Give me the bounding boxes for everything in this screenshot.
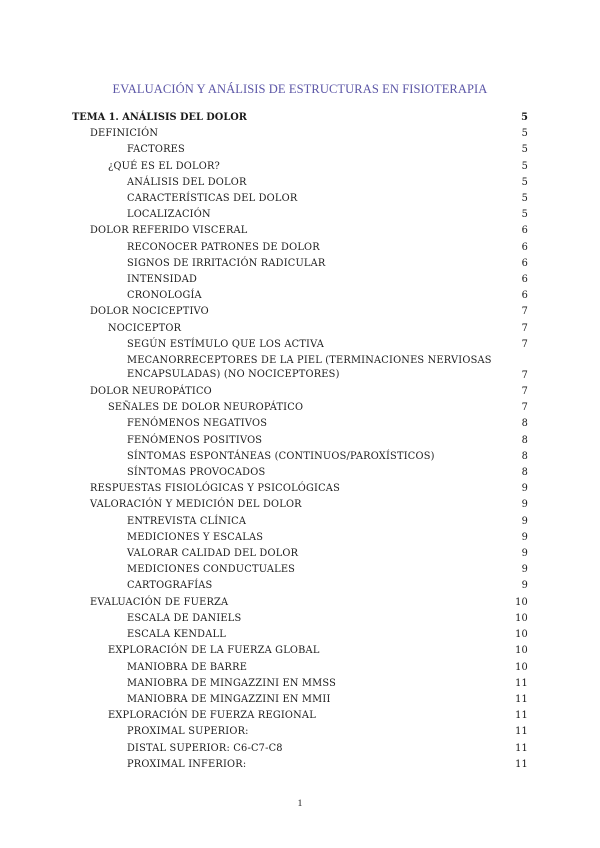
toc-entry-page: 8 <box>521 418 528 430</box>
toc-entry[interactable] <box>72 692 528 708</box>
toc-entry-title: MEDICIONES CONDUCTUALES <box>127 564 296 576</box>
toc-entry[interactable] <box>72 757 528 773</box>
toc-entry[interactable] <box>72 416 528 432</box>
toc-entry[interactable] <box>72 676 528 692</box>
toc-entry-page: 11 <box>515 726 528 738</box>
toc-entry-title: FENÓMENOS NEGATIVOS <box>127 418 268 430</box>
toc-entry[interactable] <box>72 595 528 611</box>
toc-entry-title: TEMA 1. ANÁLISIS DEL DOLOR <box>72 112 247 123</box>
toc-entry[interactable] <box>72 643 528 659</box>
toc-entry-page: 7 <box>521 369 528 381</box>
toc-entry-title: ENTREVISTA CLÍNICA <box>127 515 247 527</box>
toc-entry-page: 11 <box>515 742 528 754</box>
toc-entry[interactable] <box>72 660 528 676</box>
toc-entry-title: RECONOCER PATRONES DE DOLOR <box>127 241 320 253</box>
toc-entry-page: 10 <box>515 629 528 641</box>
toc-entry-title: VALORACIÓN Y MEDICIÓN DEL DOLOR <box>90 499 302 511</box>
toc-entry-page: 6 <box>521 257 528 269</box>
toc-entry[interactable] <box>72 562 528 578</box>
toc-entry-page: 5 <box>521 209 528 221</box>
toc-entry-title: ¿QUÉ ES EL DOLOR? <box>108 160 221 172</box>
toc-entry-page: 6 <box>521 225 528 237</box>
toc-entry-page: 6 <box>521 274 528 286</box>
toc-entry[interactable] <box>72 627 528 643</box>
toc-entry-page: 10 <box>515 612 528 624</box>
toc-entry[interactable] <box>72 400 528 416</box>
toc-entry-title: MECANORRECEPTORES DE LA PIEL (TERMINACIONES NERVIOSAS ENCAPSULADAS) (NO NOCICEPTORES) <box>127 355 492 381</box>
toc-entry-title: SEGÚN ESTÍMULO QUE LOS ACTIVA <box>127 338 325 350</box>
toc-entry[interactable] <box>72 514 528 530</box>
toc-entry-title: SÍNTOMAS PROVOCADOS <box>127 467 266 479</box>
toc-entry-page: 7 <box>521 402 528 414</box>
toc-entry-title: SÍNTOMAS ESPONTÁNEAS (CONTINUOS/PAROXÍSTICOS) <box>127 450 435 462</box>
toc-entry-title: PROXIMAL INFERIOR: <box>127 758 247 770</box>
toc-entry-title: MANIOBRA DE BARRE <box>127 661 248 673</box>
toc-entry-page: 8 <box>521 467 528 479</box>
toc-entry-page: 10 <box>515 661 528 673</box>
toc-entry-title: EXPLORACIÓN DE LA FUERZA GLOBAL <box>108 645 320 657</box>
toc-entry-page: 5 <box>521 176 528 188</box>
toc-entry[interactable] <box>72 288 528 304</box>
toc-entry-page: 9 <box>521 580 528 592</box>
toc-entry-title: RESPUESTAS FISIOLÓGICAS Y PSICOLÓGICAS <box>90 483 340 495</box>
toc-entry-page: 10 <box>515 645 528 657</box>
toc-entry-page: 11 <box>515 758 528 770</box>
toc-entry-page: 6 <box>521 290 528 302</box>
toc-entry-title: FACTORES <box>127 144 185 156</box>
toc-entry-page: 5 <box>521 144 528 156</box>
toc-entry-title: PROXIMAL SUPERIOR: <box>127 726 249 738</box>
toc-entry-page: 9 <box>521 531 528 543</box>
toc-entry[interactable] <box>72 304 528 320</box>
toc-entry[interactable] <box>72 546 528 562</box>
toc-entry-page: 11 <box>515 710 528 722</box>
toc-entry-title: SEÑALES DE DOLOR NEUROPÁTICO <box>108 402 304 414</box>
toc-entry[interactable] <box>72 353 528 384</box>
toc-entry-title: INTENSIDAD <box>127 274 198 286</box>
toc-entry-title: MEDICIONES Y ESCALAS <box>127 531 264 543</box>
toc-entry-title: CARACTERÍSTICAS DEL DOLOR <box>127 193 298 205</box>
toc-entry[interactable] <box>72 321 528 337</box>
toc-entry[interactable] <box>72 240 528 256</box>
toc-entry[interactable] <box>72 530 528 546</box>
toc-entry-page: 7 <box>521 338 528 350</box>
toc-entry-page: 5 <box>521 193 528 205</box>
toc-entry-page: 9 <box>521 548 528 560</box>
toc-entry-title: CRONOLOGÍA <box>127 290 202 302</box>
toc-entry[interactable] <box>72 191 528 207</box>
toc-entry[interactable] <box>72 497 528 513</box>
document-title: EVALUACIÓN Y ANÁLISIS DE ESTRUCTURAS EN FISIOTERAPIA <box>112 82 488 96</box>
toc-entry-title: MANIOBRA DE MINGAZZINI EN MMSS <box>127 677 337 689</box>
toc-entry[interactable] <box>72 223 528 239</box>
toc-entry[interactable] <box>72 337 528 353</box>
toc-entry-title: SIGNOS DE IRRITACIÓN RADICULAR <box>127 257 326 269</box>
toc-entry-title: DOLOR NOCICEPTIVO <box>90 306 209 318</box>
toc-entry-page: 11 <box>515 677 528 689</box>
toc-entry-title: EVALUACIÓN DE FUERZA <box>90 596 229 608</box>
toc-entry-page: 7 <box>521 386 528 398</box>
toc-entry-page: 5 <box>521 112 528 123</box>
toc-entry[interactable] <box>72 142 528 158</box>
toc-entry-title: EXPLORACIÓN DE FUERZA REGIONAL <box>108 710 316 722</box>
toc-entry[interactable] <box>72 708 528 724</box>
toc-entry[interactable] <box>72 741 528 757</box>
toc-entry-page: 7 <box>521 306 528 318</box>
toc-entry-page: 5 <box>521 128 528 140</box>
toc-entry[interactable] <box>72 465 528 481</box>
toc-entry-title: LOCALIZACIÓN <box>127 209 211 221</box>
toc-entry[interactable] <box>72 384 528 400</box>
toc-entry-page: 7 <box>521 322 528 334</box>
toc-entry[interactable] <box>72 433 528 449</box>
page-number: 1 <box>297 798 303 809</box>
toc-entry[interactable] <box>72 481 528 497</box>
toc-entry[interactable] <box>72 272 528 288</box>
toc-entry[interactable] <box>72 175 528 191</box>
toc-entry-page: 9 <box>521 483 528 495</box>
toc-entry-page: 9 <box>521 515 528 527</box>
toc-entry[interactable] <box>72 159 528 175</box>
toc-entry-page: 11 <box>515 693 528 705</box>
toc-entry-title: VALORAR CALIDAD DEL DOLOR <box>127 548 299 560</box>
toc-entry[interactable] <box>72 126 528 142</box>
toc-entry[interactable] <box>72 724 528 740</box>
toc-entry-title: ESCALA KENDALL <box>127 629 226 641</box>
toc-entry-page: 5 <box>521 160 528 172</box>
toc-entry-title: NOCICEPTOR <box>108 322 182 334</box>
toc-entry[interactable] <box>72 449 528 465</box>
toc-entry[interactable] <box>72 110 528 126</box>
toc-entry-title: DEFINICIÓN <box>90 128 159 140</box>
toc-entry-title: DOLOR REFERIDO VISCERAL <box>90 225 248 237</box>
toc-entry[interactable] <box>72 578 528 594</box>
toc-entry-title: FENÓMENOS POSITIVOS <box>127 434 263 446</box>
toc-entry-title: MANIOBRA DE MINGAZZINI EN MMII <box>127 693 331 705</box>
toc-entry-title: DISTAL SUPERIOR: C6-C7-C8 <box>127 742 283 754</box>
toc-entry[interactable] <box>72 256 528 272</box>
table-of-contents <box>72 110 528 773</box>
toc-entry-title: ESCALA DE DANIELS <box>127 612 242 624</box>
toc-entry-title: ANÁLISIS DEL DOLOR <box>127 176 247 188</box>
toc-entry-title: DOLOR NEUROPÁTICO <box>90 386 212 398</box>
toc-entry-page: 8 <box>521 434 528 446</box>
toc-entry-page: 9 <box>521 499 528 511</box>
toc-entry-page: 6 <box>521 241 528 253</box>
toc-entry[interactable] <box>72 207 528 223</box>
toc-entry-page: 9 <box>521 564 528 576</box>
toc-entry[interactable] <box>72 611 528 627</box>
toc-entry-title: CARTOGRAFÍAS <box>127 580 213 592</box>
toc-entry-page: 8 <box>521 450 528 462</box>
toc-entry-page: 10 <box>515 596 528 608</box>
